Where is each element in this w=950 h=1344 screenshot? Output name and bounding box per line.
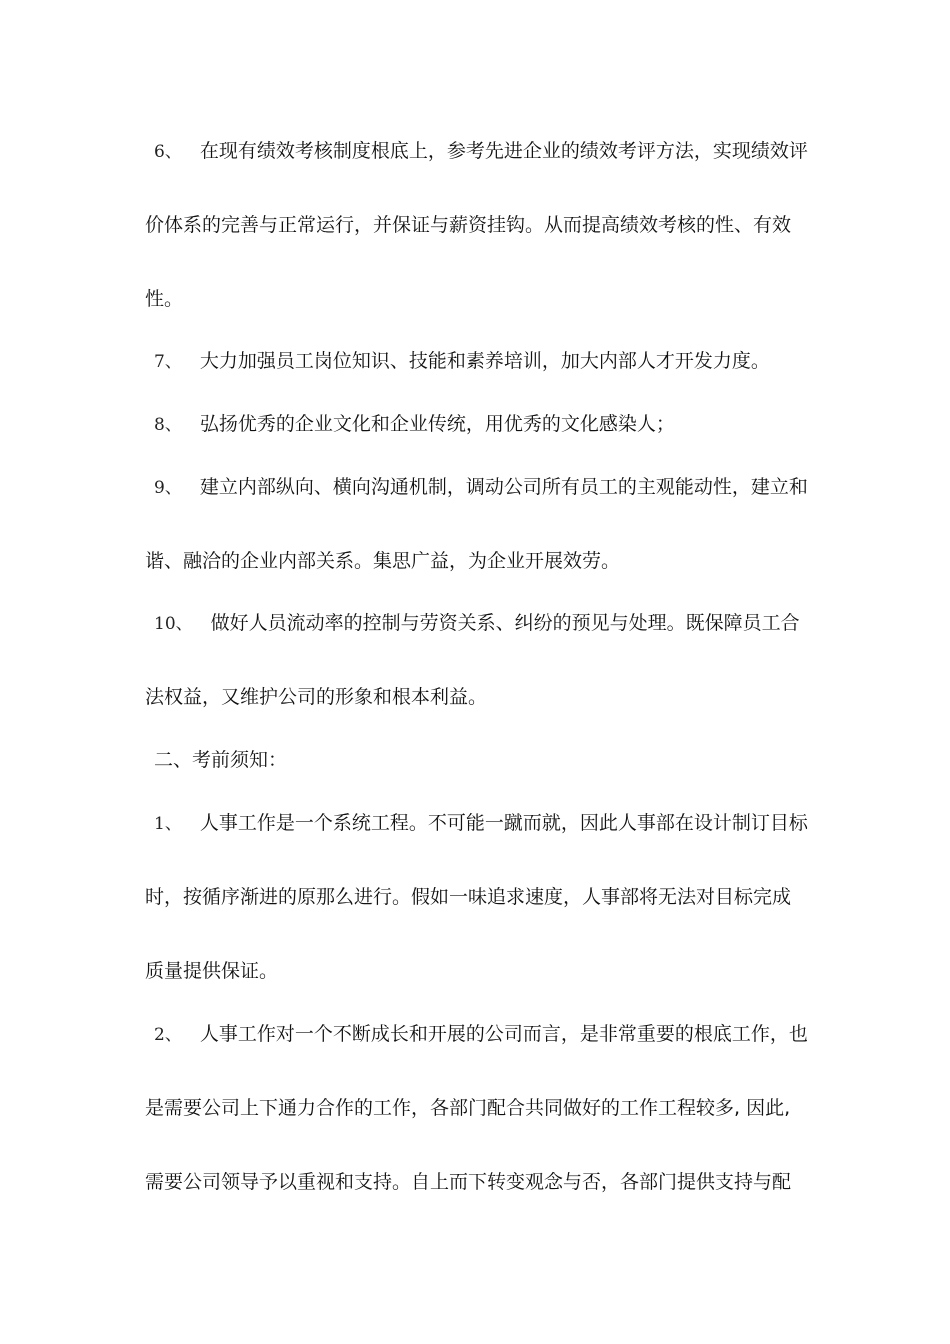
section-heading: 二、考前须知： — [154, 749, 288, 771]
item-text-continuation: 价体系的完善与正常运行，并保证与薪资挂钩。从而提高绩效考核的性、有效 — [145, 214, 792, 236]
item-text-continuation: 是需要公司上下通力合作的工作，各部门配合共同做好的工作工程较多, 因此, — [145, 1097, 791, 1119]
item-text-continuation: 需要公司领导予以重视和支持。自上而下转变观念与否，各部门提供支持与配 — [145, 1171, 792, 1193]
item-number: 7、 — [154, 352, 182, 372]
list-item — [145, 411, 815, 438]
list-item — [145, 1021, 815, 1048]
item-text: 在现有绩效考核制度根底上，参考先进企业的绩效考评方法，实现绩效评 — [199, 140, 808, 162]
item-text: 做好人员流动率的控制与劳资关系、纠纷的预见与处理。既保障员工合 — [210, 612, 800, 634]
list-item — [145, 810, 815, 837]
item-text: 人事工作对一个不断成长和开展的公司而言，是非常重要的根底工作，也 — [199, 1023, 808, 1045]
item-number: 9、 — [154, 478, 182, 498]
item-number: 1、 — [154, 814, 182, 834]
item-text-continuation: 时，按循序渐进的原那么进行。假如一味追求速度，人事部将无法对目标完成 — [145, 886, 792, 908]
list-item — [145, 474, 815, 501]
item-text-continuation: 质量提供保证。 — [145, 960, 279, 982]
item-text-continuation: 法权益，又维护公司的形象和根本利益。 — [145, 686, 488, 708]
list-item — [145, 348, 815, 375]
item-text: 大力加强员工岗位知识、技能和素养培训，加大内部人才开发力度。 — [199, 350, 770, 372]
list-item — [145, 138, 815, 165]
item-number: 6、 — [154, 142, 182, 162]
item-text-continuation: 性。 — [145, 288, 184, 310]
list-item — [145, 610, 815, 637]
item-text: 弘扬优秀的企业文化和企业传统，用优秀的文化感染人； — [199, 413, 675, 435]
item-number: 8、 — [154, 415, 182, 435]
item-text: 人事工作是一个系统工程。不可能一蹴而就，因此人事部在设计制订目标 — [199, 812, 808, 834]
item-number: 2、 — [154, 1025, 182, 1045]
item-text: 建立内部纵向、横向沟通机制，调动公司所有员工的主观能动性，建立和 — [199, 476, 808, 498]
item-number: 10、 — [154, 614, 193, 634]
item-text-continuation: 谐、融洽的企业内部关系。集思广益，为企业开展效劳。 — [145, 550, 621, 572]
